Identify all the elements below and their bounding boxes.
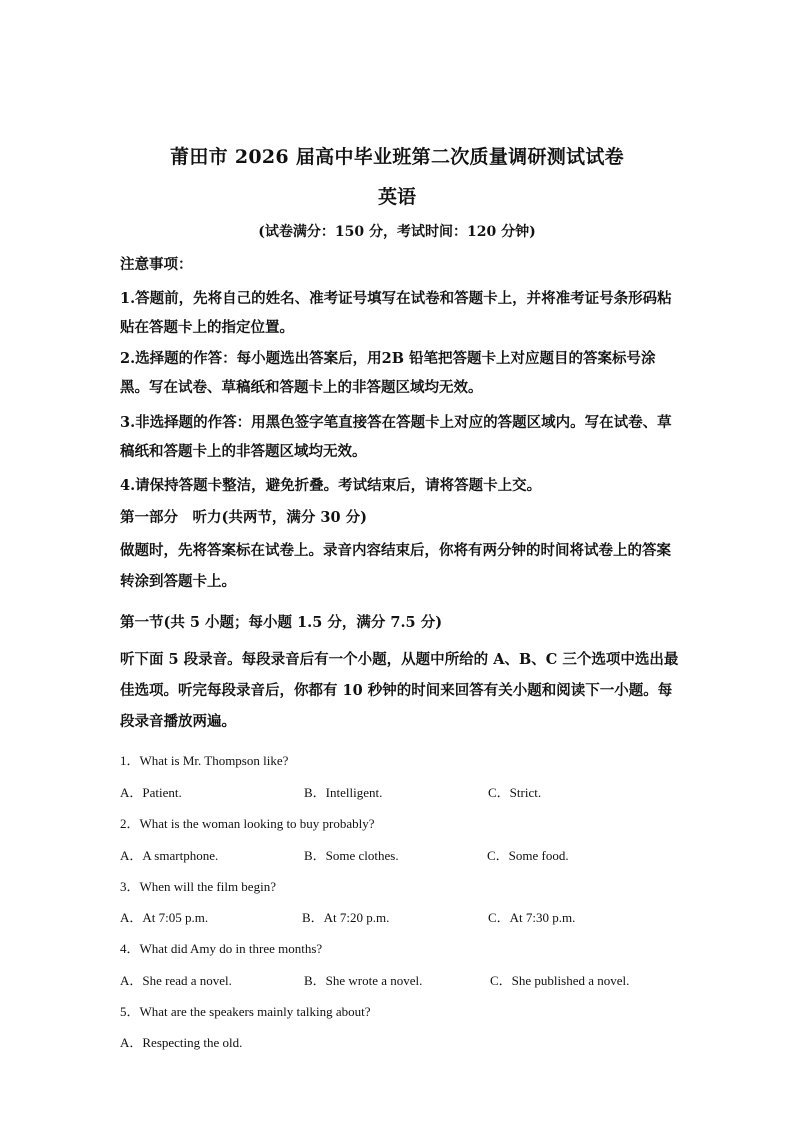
question-1: 1．What is Mr. Thompson like?	[120, 753, 289, 768]
q1-option-a: A．Patient.	[120, 785, 182, 800]
q1-option-c: C．Strict.	[488, 785, 542, 800]
note-item-4: 4.请保持答题卡整洁，避免折叠。考试结束后，请将答题卡上交。	[120, 477, 542, 494]
note-item-2: 2.选择题的作答：每小题选出答案后，用2B 铅笔把答题卡上对应题目的答案标号涂黑。写在试卷、草稿纸和答题卡上的非答题区域均无效。	[120, 350, 656, 396]
q4-option-c: C．She published a novel.	[490, 973, 630, 988]
score-info: (试卷满分：150 分，考试时间：120 分钟)	[258, 224, 536, 240]
q4-option-a: A．She read a novel.	[120, 973, 232, 988]
part1-heading: 第一部分 听力(共两节，满分 30 分)	[120, 509, 367, 526]
q2-option-b: B．Some clothes.	[304, 848, 399, 863]
q2-option-c: C．Some food.	[487, 848, 569, 863]
notes-heading: 注意事项：	[120, 256, 193, 273]
note-item-1: 1.答题前，先将自己的姓名、准考证号填写在试卷和答题卡上，并将准考证号条形码粘贴在答题卡上的指定位置。	[120, 290, 672, 336]
question-5: 5．What are the speakers mainly talking about?	[120, 1004, 371, 1019]
q2-option-a: A．A smartphone.	[120, 848, 219, 863]
q3-option-a: A．At 7:05 p.m.	[120, 910, 209, 925]
q3-option-c: C．At 7:30 p.m.	[488, 910, 576, 925]
question-2: 2．What is the woman looking to buy probably?	[120, 816, 375, 831]
section1-instruction: 听下面 5 段录音。每段录音后有一个小题，从题中所给的 A、B、C 三个选项中选出最佳选项。听完每段录音后，你都有 10 秒钟的时间来回答有关小题和阅读下一小题。每段录音播放两遍。	[120, 651, 679, 730]
section1-heading: 第一节(共 5 小题；每小题 1.5 分，满分 7.5 分)	[120, 614, 443, 631]
question-3: 3．When will the film begin?	[120, 879, 276, 894]
question-4: 4．What did Amy do in three months?	[120, 941, 323, 956]
q3-option-b: B．At 7:20 p.m.	[302, 910, 390, 925]
part1-instruction: 做题时，先将答案标在试卷上。录音内容结束后，你将有两分钟的时间将试卷上的答案转涂到答题卡上。	[120, 542, 671, 590]
q1-option-b: B．Intelligent.	[304, 785, 383, 800]
exam-title: 莆田市 2026 届高中毕业班第二次质量调研测试试卷	[170, 146, 624, 168]
q4-option-b: B．She wrote a novel.	[304, 973, 423, 988]
q5-option-a: A．Respecting the old.	[120, 1035, 243, 1050]
note-item-3: 3.非选择题的作答：用黑色签字笔直接答在答题卡上对应的答题区域内。写在试卷、草稿纸和答题卡上的非答题区域均无效。	[120, 414, 672, 460]
subject-title: 英语	[377, 186, 416, 208]
